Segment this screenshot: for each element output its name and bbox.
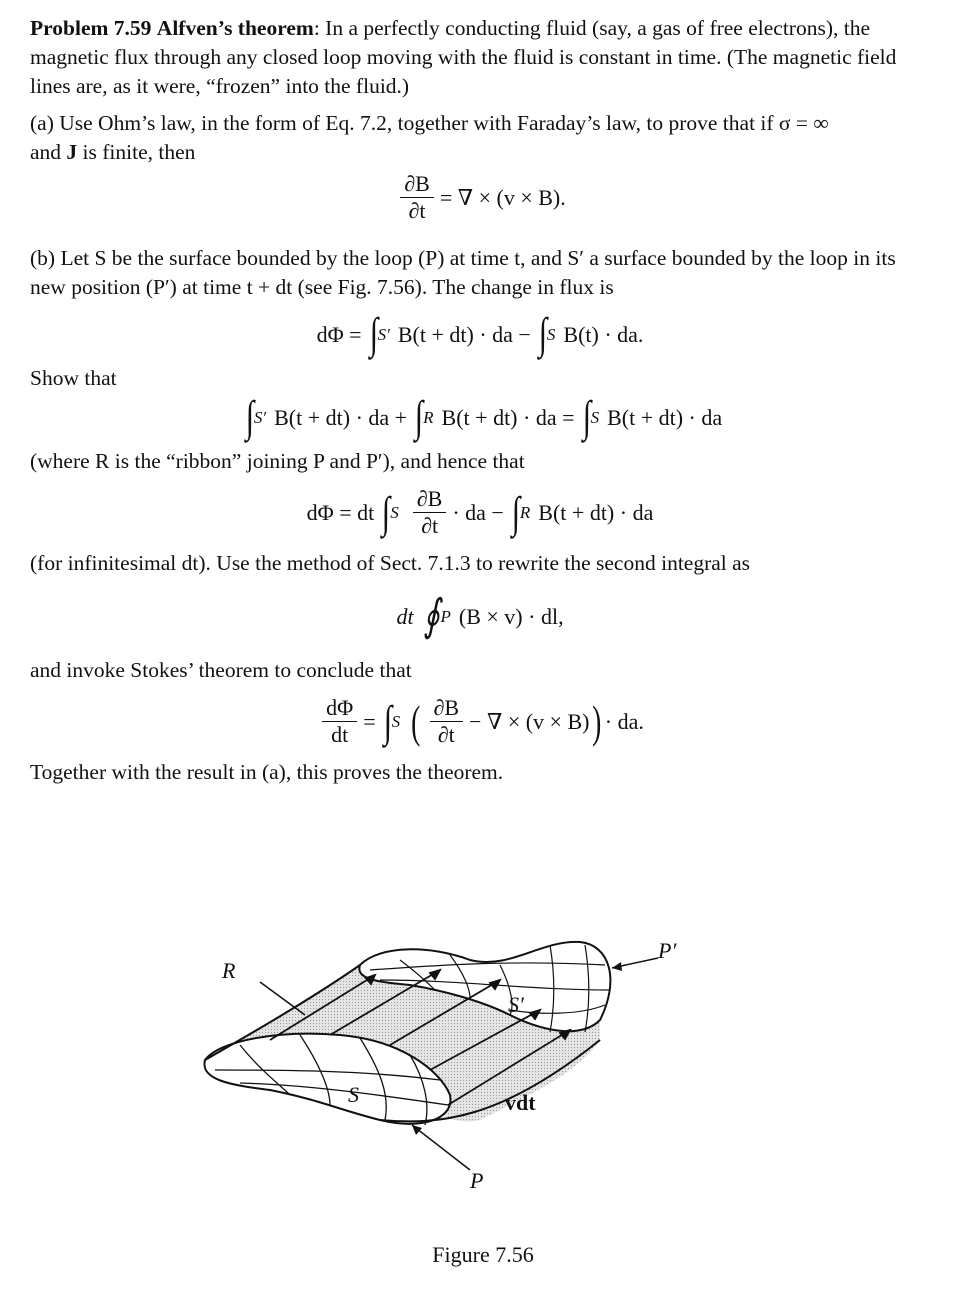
eq1-term2: B(t) · da.: [563, 321, 644, 347]
equation-b2: [30, 392, 930, 441]
eq3-lhs: dΦ = dt: [306, 500, 375, 525]
integral-subscript: S: [391, 712, 401, 731]
partial-b-fraction: [400, 171, 434, 224]
integral-subscript: R: [519, 503, 531, 522]
fraction-numerator: ∂B: [430, 695, 464, 722]
integral-subscript: S′: [377, 324, 390, 344]
label-s: S: [348, 1082, 359, 1107]
problem-number: Problem 7.59: [30, 16, 152, 40]
integral-sign: ∫: [383, 696, 392, 746]
integral-sign: ∫: [245, 392, 255, 441]
eq2-term2: B(t + dt) · da =: [441, 404, 575, 430]
dphi-dt-fraction: [322, 695, 357, 748]
eq1-term1: B(t + dt) · da −: [397, 321, 531, 347]
figure-caption: Figure 7.56: [432, 1242, 534, 1267]
partial-b-fraction: [430, 695, 464, 748]
current-density-symbol: J: [66, 140, 78, 164]
eq1-lhs: dΦ =: [316, 321, 362, 347]
part-b-text: (b) Let S be the surface bounded by the loop (P) at time t, and S′ a surface bounded by the loop in its new position (P′) at time t + dt (see Fig. 7.56). The change in flux is: [30, 246, 896, 299]
right-paren: ): [592, 696, 602, 747]
part-a-line-1: (a) Use Ohm’s law, in the form of Eq. 7.2, together with Faraday’s law, to prove that if σ = ∞: [30, 111, 829, 135]
part-a-text: [30, 109, 930, 167]
equation-b3: [30, 486, 930, 539]
equation-b5: $\frac{d\Phi}{dt}$ = ∫ S ( $\frac{\partial B}{\partial t}$ − ∇ × (v × B) ) · da.: [30, 695, 930, 748]
eq3-mid: · da −: [452, 500, 504, 525]
infinitesimal-text: (for infinitesimal dt). Use the method of Sect. 7.1.3 to rewrite the second integral as: [30, 551, 751, 575]
part-a-line-2b: is finite, then: [77, 140, 196, 164]
problem-statement: [30, 14, 930, 101]
left-paren: (: [411, 696, 421, 747]
part-a-line-2a: and: [30, 140, 67, 164]
integral-subscript: S: [390, 503, 399, 522]
ribbon-text: (where R is the “ribbon” joining P and P′), and hence that: [30, 449, 525, 473]
integral-sign: ∫: [369, 309, 378, 358]
integral-subscript: S: [546, 324, 556, 344]
problem-intro: : In a perfectly conducting fluid (say, a gas of free electrons), the magnetic flux through any closed loop moving with the fluid is constant in time. (The magnetic field lines are, as it were, “frozen” into the fluid.): [30, 16, 897, 98]
problem-page: [30, 14, 930, 787]
fraction-denominator: dt: [331, 722, 349, 747]
eq4-lhs: dt: [396, 603, 414, 629]
fraction-numerator: ∂B: [400, 171, 434, 198]
equation-a: [30, 171, 930, 224]
integral-sign: ∫: [538, 309, 548, 358]
contour-integral-sign: ∮: [423, 591, 440, 640]
label-r: R: [222, 958, 236, 983]
integral-subscript: S′: [253, 407, 267, 427]
fraction-numerator: ∂B: [413, 486, 447, 513]
fraction-denominator: ∂t: [421, 513, 439, 538]
eq5-inner-rest: − ∇ × (v × B): [469, 709, 590, 734]
eq4-body: (B × v) · dl,: [458, 603, 564, 629]
integral-sign: ∫: [382, 487, 391, 537]
conclusion-text: Together with the result in (a), this proves the theorem.: [30, 760, 504, 784]
integral-subscript: R: [423, 407, 434, 427]
theorem-name: Alfven’s theorem: [156, 16, 314, 40]
ribbon-surface-diagram: [180, 920, 720, 1200]
equation-b4: [30, 591, 930, 640]
equation-a-rhs: = ∇ × (v × B).: [439, 185, 566, 210]
stokes-text: and invoke Stokes’ theorem to conclude that: [30, 658, 412, 682]
figure-7-56: [180, 920, 720, 1200]
label-p-prime: P′: [658, 938, 677, 963]
fraction-numerator: dΦ: [322, 695, 357, 722]
eq2-term3: B(t + dt) · da: [607, 404, 723, 430]
integral-subscript: P: [440, 606, 451, 626]
label-p: P: [470, 1168, 484, 1193]
eq2-term1: B(t + dt) · da +: [274, 404, 408, 430]
show-that-text: Show that: [30, 366, 117, 390]
fraction-denominator: ∂t: [437, 722, 455, 747]
integral-sign: ∫: [511, 487, 521, 537]
label-s-prime: S′: [508, 992, 524, 1017]
partial-b-fraction: [413, 486, 447, 539]
eq3-term2: B(t + dt) · da: [538, 500, 654, 525]
integral-subscript: S: [590, 407, 600, 427]
fraction-denominator: ∂t: [408, 198, 426, 223]
integral-sign: ∫: [414, 392, 424, 441]
label-vdt: vdt: [505, 1090, 536, 1115]
integral-sign: ∫: [582, 392, 591, 441]
eq5-tail: · da.: [604, 709, 644, 734]
equation-b1: [30, 309, 930, 358]
